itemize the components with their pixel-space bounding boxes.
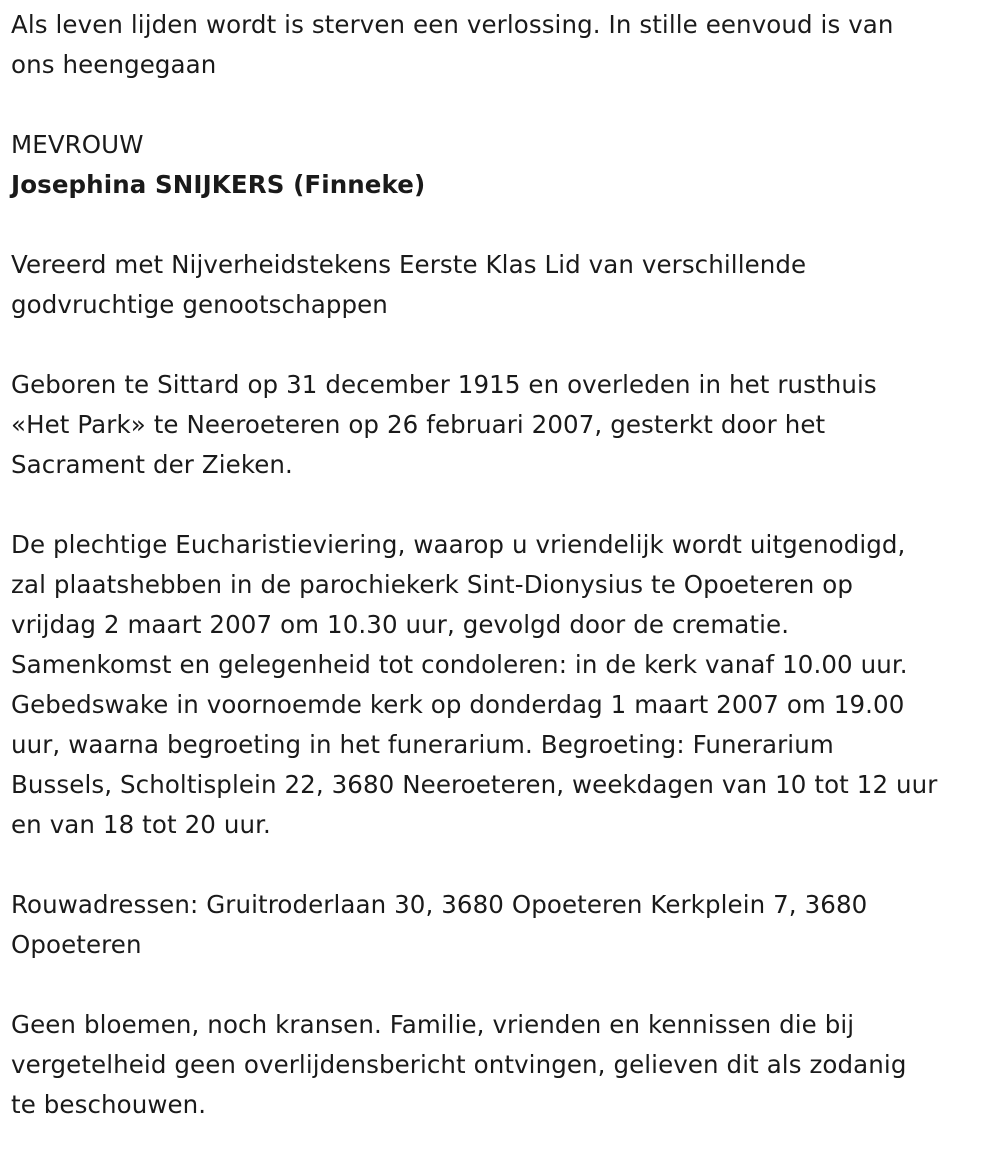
ceremony-line: uur, waarna begroeting in het funerarium. Begroeting: Funerarium	[11, 730, 834, 759]
honors-line: Vereerd met Nijverheidstekens Eerste Klas Lid van verschillende	[11, 250, 807, 279]
addresses-line: Opoeteren	[11, 930, 142, 959]
ceremony-line: zal plaatshebben in de parochiekerk Sint-Dionysius te Opoeteren op	[11, 570, 854, 599]
closing-line: te beschouwen.	[11, 1090, 207, 1119]
ceremony-line: en van 18 tot 20 uur.	[11, 810, 271, 839]
honors-line: godvruchtige genootschappen	[11, 290, 388, 319]
closing-paragraph	[11, 1005, 991, 1125]
ceremony-paragraph	[11, 525, 991, 845]
intro-line: ons heengegaan	[11, 50, 217, 79]
ceremony-line: Bussels, Scholtisplein 22, 3680 Neeroeteren, weekdagen van 10 tot 12 uur	[11, 770, 938, 799]
honors-paragraph	[11, 245, 991, 325]
deceased-name: Josephina SNIJKERS (Finneke)	[11, 170, 426, 199]
birth-death-line: Geboren te Sittard op 31 december 1915 en overleden in het rusthuis	[11, 370, 877, 399]
birth-death-paragraph	[11, 365, 991, 485]
intro-paragraph	[11, 5, 991, 85]
ceremony-line: vrijdag 2 maart 2007 om 10.30 uur, gevolgd door de crematie.	[11, 610, 790, 639]
birth-death-line: «Het Park» te Neeroeteren op 26 februari 2007, gesterkt door het	[11, 410, 826, 439]
ceremony-line: Samenkomst en gelegenheid tot condoleren: in de kerk vanaf 10.00 uur.	[11, 650, 908, 679]
birth-death-line: Sacrament der Zieken.	[11, 450, 293, 479]
addresses-line: Rouwadressen: Gruitroderlaan 30, 3680 Opoeteren Kerkplein 7, 3680	[11, 890, 868, 919]
closing-line: Geen bloemen, noch kransen. Familie, vrienden en kennissen die bij	[11, 1010, 855, 1039]
intro-line: Als leven lijden wordt is sterven een verlossing. In stille eenvoud is van	[11, 10, 894, 39]
ceremony-line: De plechtige Eucharistieviering, waarop u vriendelijk wordt uitgenodigd,	[11, 530, 906, 559]
ceremony-line: Gebedswake in voornoemde kerk op donderdag 1 maart 2007 om 19.00	[11, 690, 905, 719]
addresses-paragraph	[11, 885, 991, 965]
closing-line: vergetelheid geen overlijdensbericht ontvingen, gelieven dit als zodanig	[11, 1050, 907, 1079]
obituary-notice	[11, 5, 991, 1165]
deceased-title: MEVROUW	[11, 130, 144, 159]
